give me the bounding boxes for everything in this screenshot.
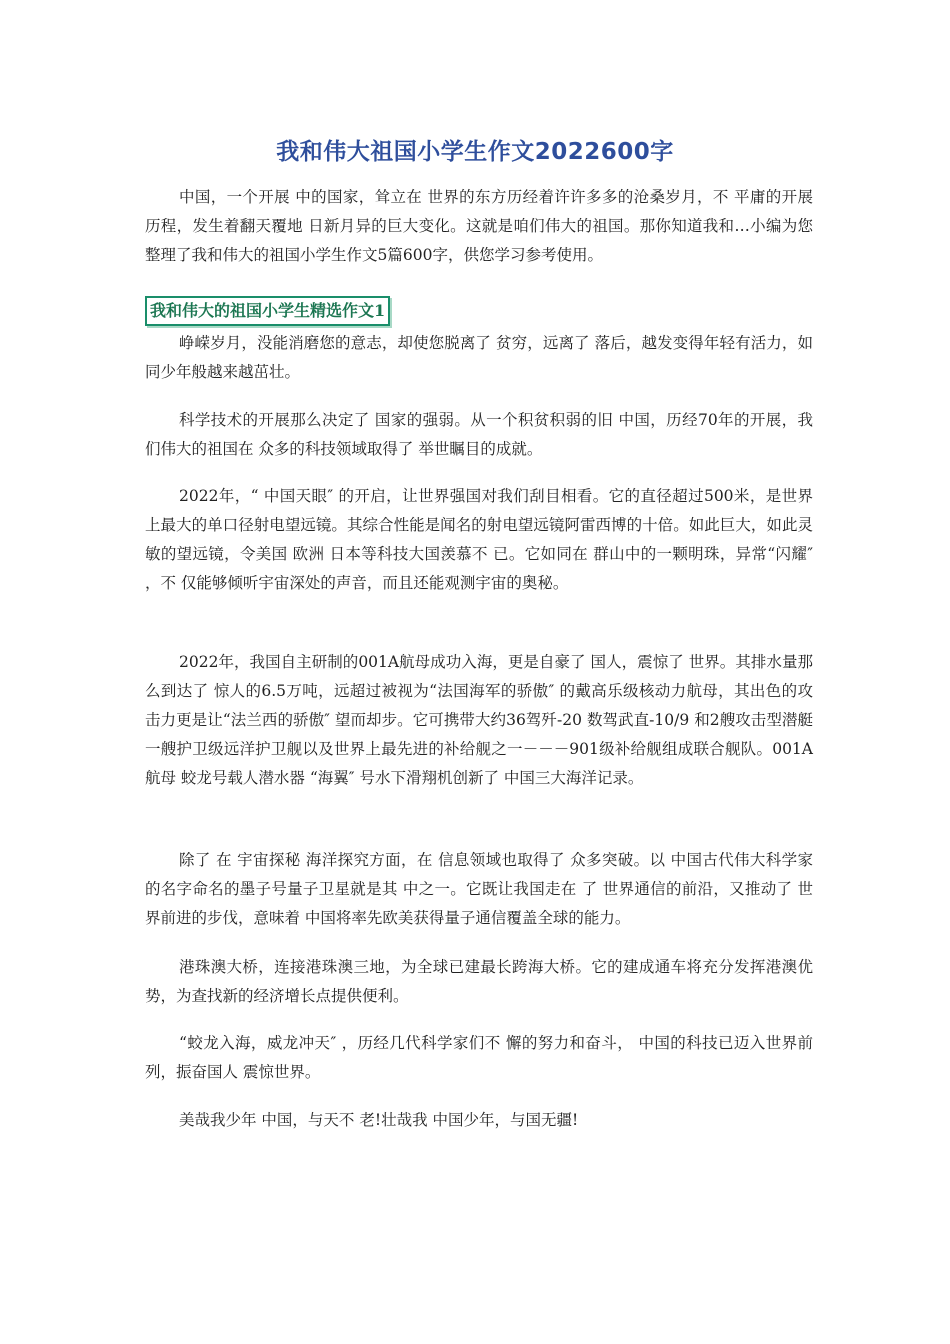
intro-paragraph: 中国，一个开展 中的国家，耸立在 世界的东方历经着许许多多的沧桑岁月，不 平庸的开展历程，发生着翻天覆地 日新月异的巨大变化。这就是咱们伟大的祖国。那你知道我和…小编为您整理了我和伟大的祖国小学生作文5篇600字，供您学习参考使用。 [145,188,813,264]
paragraph-1: 峥嵘岁月，没能消磨您的意志，却使您脱离了 贫穷，远离了 落后，越发变得年轻有活力，如同少年般越来越茁壮。 [145,334,813,381]
paragraph-5: 除了 在 宇宙探秘 海洋探究方面，在 信息领域也取得了 众多突破。以 中国古代伟大科学家的名字命名的墨子号量子卫星就是其 中之一。它既让我国走在 了 世界通信的前沿，又推动了 世界前进的步伐，意味着 中国将率先欧美获得量子通信覆盖全球的能力。 [145,851,813,927]
paragraph-3: 2022年，“ 中国天眼″ 的开启，让世界强国对我们刮目相看。它的直径超过500米，是世界上最大的单口径射电望远镜。其综合性能是闻名的射电望远镜阿雷西博的十倍。如此巨大，如此灵敏的望远镜，令美国 欧洲 日本等科技大国羡慕不 已。它如同在 群山中的一颗明珠，异常“闪耀″ ，不 仅能够倾听宇宙深处的声音，而且还能观测宇宙的奥秘。 [145,487,813,592]
paragraph-6: 港珠澳大桥，连接港珠澳三地，为全球已建最长跨海大桥。它的建成通车将充分发挥港澳优势，为查找新的经济增长点提供便利。 [145,958,813,1005]
paragraph-4: 2022年，我国自主研制的001A航母成功入海，更是自豪了 国人，震惊了 世界。其排水量那么到达了 惊人的6.5万吨，远超过被视为“法国海军的骄傲″ 的戴高乐级核动力航母，其出色的攻击力更是让“法兰西的骄傲″ 望而却步。它可携带大约36驾歼-20 数驾武直-10/9 和2艘攻击型潜艇 一艘护卫级远洋护卫舰以及世界上最先进的补给舰之一－－－901级补给舰组成联合舰队。001A航母 蛟龙号载人潜水器 “海翼″ 号水下滑翔机创新了 中国三大海洋记录。 [145,653,813,787]
paragraph-8: 美哉我少年 中国，与天不 老!壮哉我 中国少年，与国无疆! [179,1111,579,1129]
section-heading: 我和伟大的祖国小学生精选作文1 [145,296,390,326]
paragraph-7: “蛟龙入海，威龙冲天″ ，历经几代科学家们不 懈的努力和奋斗， 中国的科技已迈入世界前列，振奋国人 震惊世界。 [145,1034,813,1081]
document-title: 我和伟大祖国小学生作文2022600字 [276,139,674,165]
paragraph-2: 科学技术的开展那么决定了 国家的强弱。从一个积贫积弱的旧 中国，历经70年的开展，我们伟大的祖国在 众多的科技领域取得了 举世瞩目的成就。 [145,411,813,458]
